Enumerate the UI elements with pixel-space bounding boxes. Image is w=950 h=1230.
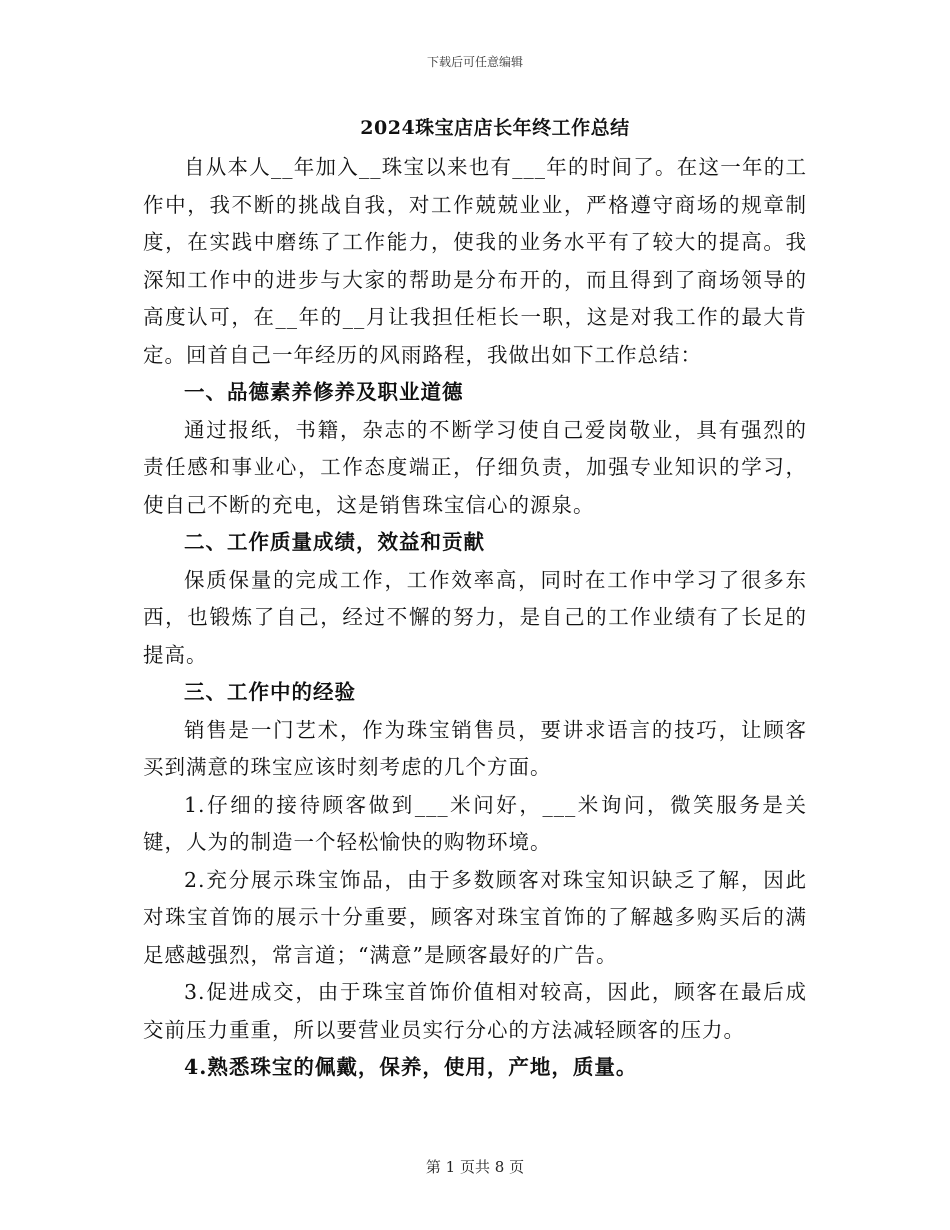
list-item-1: 1.仔细的接待顾客做到___米问好，___米询问，微笑服务是关键，人为的制造一个轻松愉快的购物环境。 [143,792,807,854]
page-indicator: 第 1 页共 8 页 [425,1158,525,1176]
paragraph-intro: 自从本人__年加入__珠宝以来也有___年的时间了。在这一年的工作中，我不断的挑战自我，对工作兢兢业业，严格遵守商场的规章制度，在实践中磨练了工作能力，使我的业务水平有了较大的提高。我深知工作中的进步与大家的帮助是分布开的，而且得到了商场领导的高度认可，在__年的__月让我担任柜长一职，这是对我工作的最大肯定。回首自己一年经历的风雨路程，我做出如下工作总结： [143,155,807,367]
paragraph-section-3: 销售是一门艺术，作为珠宝销售员，要讲求语言的技巧，让顾客买到满意的珠宝应该时刻考虑的几个方面。 [143,717,807,779]
list-item-4-heading: 4.熟悉珠宝的佩戴，保养，使用，产地，质量。 [184,1055,638,1079]
section-heading-3: 三、工作中的经验 [184,680,356,704]
section-heading-1: 一、品德素养修养及职业道德 [184,380,464,404]
header-note: 下载后可任意编辑 [426,55,523,69]
paragraph-section-1: 通过报纸，书籍，杂志的不断学习使自己爱岗敬业，具有强烈的责任感和事业心，工作态度端正，仔细负责，加强专业知识的学习，使自己不断的充电，这是销售珠宝信心的源泉。 [143,417,807,517]
list-item-2: 2.充分展示珠宝饰品，由于多数顾客对珠宝知识缺乏了解，因此对珠宝首饰的展示十分重要，顾客对珠宝首饰的了解越多购买后的满足感越强烈，常言道；“满意”是顾客最好的广告。 [143,867,807,967]
section-heading-2: 二、工作质量成绩，效益和贡献 [184,530,485,554]
document-body [143,113,807,1087]
paragraph-section-2: 保质保量的完成工作，工作效率高，同时在工作中学习了很多东西，也锻炼了自己，经过不懈的努力，是自己的工作业绩有了长足的提高。 [143,567,807,667]
document-title: 2024珠宝店店长年终工作总结 [360,117,630,139]
list-item-3: 3.促进成交，由于珠宝首饰价值相对较高，因此，顾客在最后成交前压力重重，所以要营业员实行分心的方法减轻顾客的压力。 [143,980,807,1042]
